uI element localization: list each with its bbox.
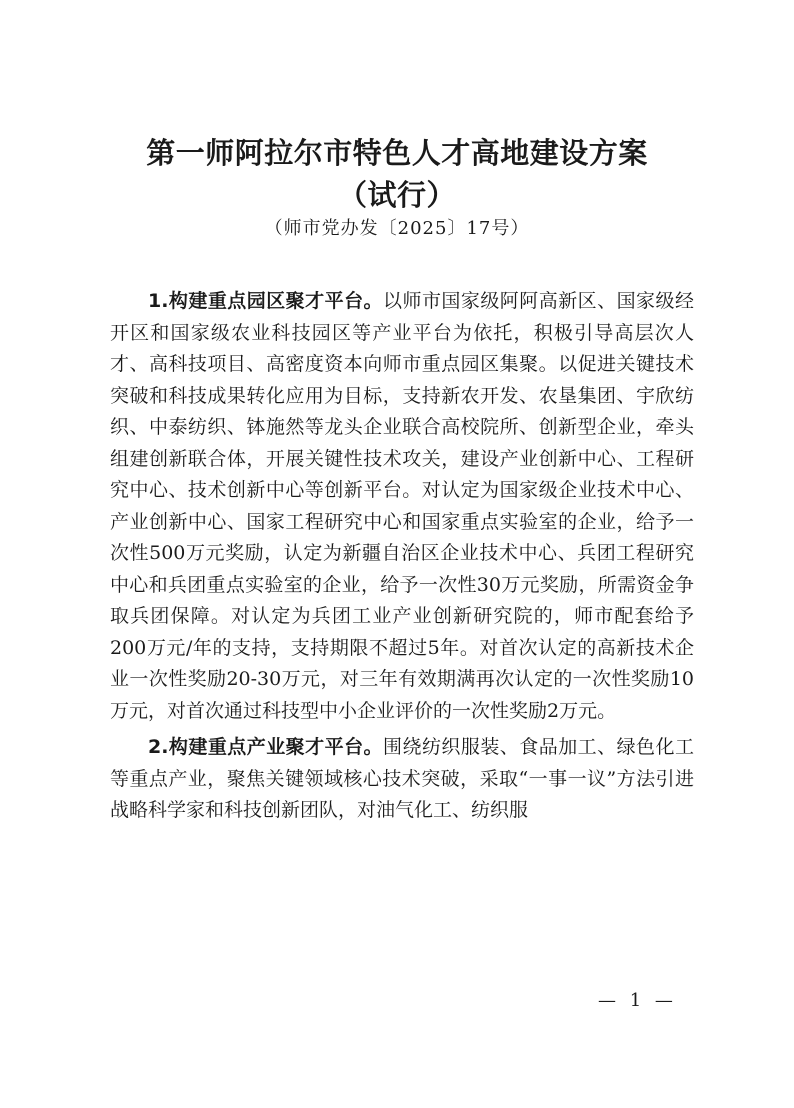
- paragraph-1-text: 以师市国家级阿阿高新区、国家级经开区和国家级农业科技园区等产业平台为依托，积极引导高层次人才、高科技项目、高密度资本向师市重点园区集聚。以促进关键技术突破和科技成果转化应用为目标，支持新农开发、农垦集团、宇欣纺织、中泰纺织、钵施然等龙头企业联合高校院所、创新型企业，牵头组建创新联合体，开展关键性技术攻关，建设产业创新中心、工程研究中心、技术创新中心等创新平台。对认定为国家级企业技术中心、产业创新中心、国家工程研究中心和国家重点实验室的企业，给予一次性500万元奖励，认定为新疆自治区企业技术中心、兵团工程研究中心和兵团重点实验室的企业，给予一次性30万元奖励，所需资金争取兵团保障。对认定为兵团工业产业创新研究院的，师市配套给予200万元/年的支持，支持期限不超过5年。对首次认定的高新技术企业一次性奖励20-30万元，对三年有效期满再次认定的一次性奖励10万元，对首次通过科技型中小企业评价的一次性奖励2万元。: [110, 290, 694, 722]
- document-title: 第一师阿拉尔市特色人才高地建设方案: [146, 136, 648, 170]
- document-subtitle: （试行）: [337, 178, 456, 212]
- paragraph-2: [110, 732, 694, 827]
- document-body: [110, 286, 694, 827]
- page-number: — 1 —: [598, 990, 677, 1011]
- paragraph-1: [110, 286, 694, 727]
- paragraph-2-text: 围绕纺织服装、食品加工、绿色化工等重点产业，聚焦关键领域核心技术突破，采取“一事一议”方法引进战略科学家和科技创新团队，对油气化工、纺织服: [110, 736, 694, 821]
- document-number: （师市党办发〔2025〕17号）: [264, 218, 530, 239]
- paragraph-2-heading: 2.构建重点产业聚才平台。: [148, 736, 384, 758]
- paragraph-1-heading: 1.构建重点园区聚才平台。: [148, 290, 384, 312]
